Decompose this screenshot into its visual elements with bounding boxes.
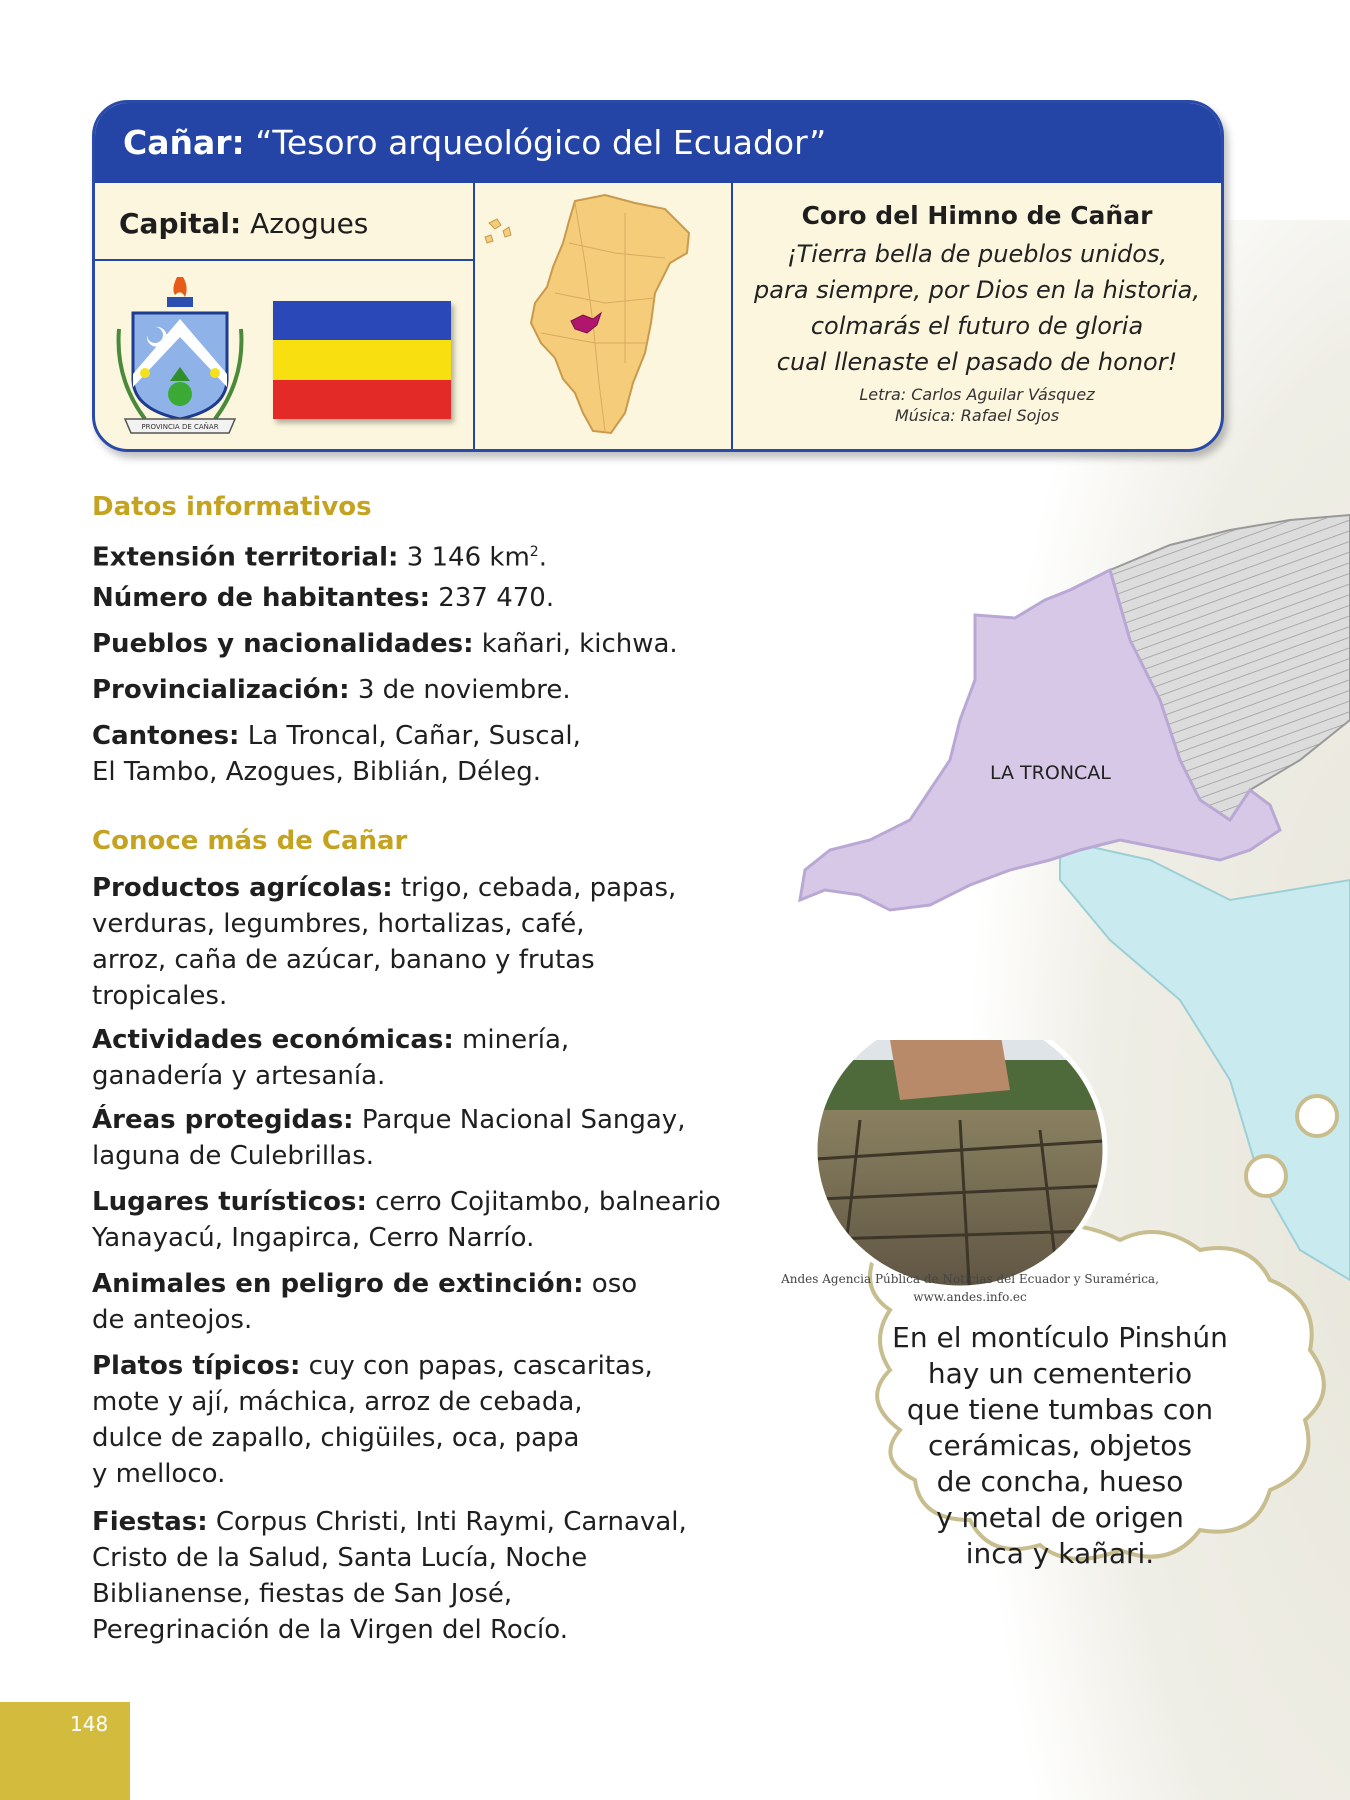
habitantes-value: 237 470. <box>438 583 555 613</box>
page-number: 148 <box>70 1712 109 1736</box>
bubble-line: que tiene tumbas con <box>906 1393 1214 1426</box>
fiestas-line: Corpus Christi, Inti Raymi, Carnaval, <box>215 1507 687 1537</box>
bubble-line: y metal de origen <box>936 1501 1184 1534</box>
photo-credit <box>760 1270 1180 1306</box>
lugares-label: Lugares turísticos: <box>92 1187 367 1217</box>
pueblos-label: Pueblos y nacionalidades: <box>92 629 474 659</box>
productos-label: Productos agrícolas: <box>92 873 393 903</box>
productos-line: verduras, legumbres, hortalizas, café, <box>92 909 585 939</box>
actividades-entry <box>92 1022 732 1094</box>
ecuador-map-cell <box>475 183 733 449</box>
flag-stripe-red <box>273 380 451 419</box>
areas-label: Áreas protegidas: <box>92 1105 354 1135</box>
province-name: Cañar: <box>123 123 245 162</box>
fiestas-line: Cristo de la Salud, Santa Lucía, Noche <box>92 1543 588 1573</box>
conoce-title: Conoce más de Cañar <box>92 826 408 856</box>
bubble-text <box>870 1320 1250 1572</box>
cantones-line: La Troncal, Cañar, Suscal, <box>247 721 581 751</box>
platos-line: dulce de zapallo, chigüiles, oca, papa <box>92 1423 580 1453</box>
pueblos-value: kañari, kichwa. <box>481 629 678 659</box>
fiestas-entry <box>92 1504 732 1648</box>
bubble-line: En el montículo Pinshún <box>892 1321 1228 1354</box>
extension-sup: 2 <box>529 544 539 560</box>
habitantes-label: Número de habitantes: <box>92 583 431 613</box>
cantones-entry <box>92 718 732 790</box>
bubble-line: hay un cementerio <box>927 1357 1193 1390</box>
platos-line: y melloco. <box>92 1459 226 1489</box>
provincializacion-value: 3 de noviembre. <box>357 675 571 705</box>
platos-entry <box>92 1348 732 1492</box>
provincializacion-entry <box>92 672 732 708</box>
extension-entry <box>92 534 732 576</box>
bubble-line: inca y kañari. <box>965 1537 1155 1570</box>
areas-entry <box>92 1102 732 1174</box>
cantones-line: El Tambo, Azogues, Biblián, Déleg. <box>92 757 542 787</box>
animales-line: oso <box>591 1269 638 1299</box>
datos-title: Datos informativos <box>92 492 372 522</box>
animales-line: de anteojos. <box>92 1305 253 1335</box>
himno-title: Coro del Himno de Cañar <box>801 201 1153 230</box>
ecuador-map-icon <box>475 183 731 449</box>
bubble-line: de concha, hueso <box>936 1465 1184 1498</box>
shield-ribbon-text: PROVINCIA DE CAÑAR <box>141 423 219 431</box>
photo-credit-line: www.andes.info.ec <box>913 1290 1027 1304</box>
himno-line: ¡Tierra bella de pueblos unidos, <box>786 240 1168 268</box>
flag-stripe-yellow <box>273 340 451 380</box>
capital-cell <box>95 183 475 261</box>
capital-value: Azogues <box>250 207 369 240</box>
fiestas-line: Peregrinación de la Virgen del Rocío. <box>92 1615 568 1645</box>
actividades-label: Actividades económicas: <box>92 1025 454 1055</box>
province-title: “Tesoro arqueológico del Ecuador” <box>255 123 827 162</box>
bubble-line: cerámicas, objetos <box>928 1429 1192 1462</box>
platos-line: mote y ají, máchica, arroz de cebada, <box>92 1387 583 1417</box>
province-card <box>92 100 1224 452</box>
fiestas-label: Fiestas: <box>92 1507 208 1537</box>
lugares-entry <box>92 1184 732 1256</box>
provincializacion-label: Provincialización: <box>92 675 350 705</box>
actividades-line: ganadería y artesanía. <box>92 1061 386 1091</box>
himno-line: cual llenaste el pasado de honor! <box>776 348 1178 376</box>
card-header <box>95 103 1221 183</box>
lugares-line: Yanayacú, Ingapirca, Cerro Narrío. <box>92 1223 535 1253</box>
extension-value: 3 146 km <box>406 542 530 573</box>
flag-stripe-blue <box>273 301 451 340</box>
himno-musica: Música: Rafael Sojos <box>894 406 1060 425</box>
productos-line: tropicales. <box>92 981 228 1011</box>
extension-end: . <box>538 542 547 573</box>
cantones-label: Cantones: <box>92 721 240 751</box>
himno-line: colmarás el futuro de gloria <box>810 312 1144 340</box>
lugares-line: cerro Cojitambo, balneario <box>375 1187 721 1217</box>
productos-line: arroz, caña de azúcar, banano y frutas <box>92 945 595 975</box>
page-number-bar <box>0 1702 130 1800</box>
flag <box>273 301 451 419</box>
habitantes-entry <box>92 580 732 616</box>
animales-entry <box>92 1266 732 1338</box>
himno-letra: Letra: Carlos Aguilar Vásquez <box>859 385 1095 404</box>
photo-credit-line: Andes Agencia Pública de Noticias del Ecuador y Suramérica, <box>781 1272 1159 1286</box>
areas-line: Parque Nacional Sangay, <box>361 1105 686 1135</box>
fiestas-line: Biblianense, fiestas de San José, <box>92 1579 513 1609</box>
symbols-cell <box>95 261 475 449</box>
platos-label: Platos típicos: <box>92 1351 301 1381</box>
platos-line: cuy con papas, cascaritas, <box>308 1351 653 1381</box>
productos-line: trigo, cebada, papas, <box>400 873 677 903</box>
coat-of-arms-icon <box>115 269 245 439</box>
animales-label: Animales en peligro de extinción: <box>92 1269 584 1299</box>
capital-label: Capital: <box>119 207 242 240</box>
himno-cell <box>733 183 1221 449</box>
extension-label: Extensión territorial: <box>92 542 399 573</box>
areas-line: laguna de Culebrillas. <box>92 1141 375 1171</box>
productos-entry <box>92 870 732 1014</box>
pueblos-entry <box>92 626 732 662</box>
la-troncal-label: LA TRONCAL <box>990 762 1111 784</box>
himno-line: para siempre, por Dios en la historia, <box>754 276 1200 304</box>
actividades-line: minería, <box>462 1025 570 1055</box>
